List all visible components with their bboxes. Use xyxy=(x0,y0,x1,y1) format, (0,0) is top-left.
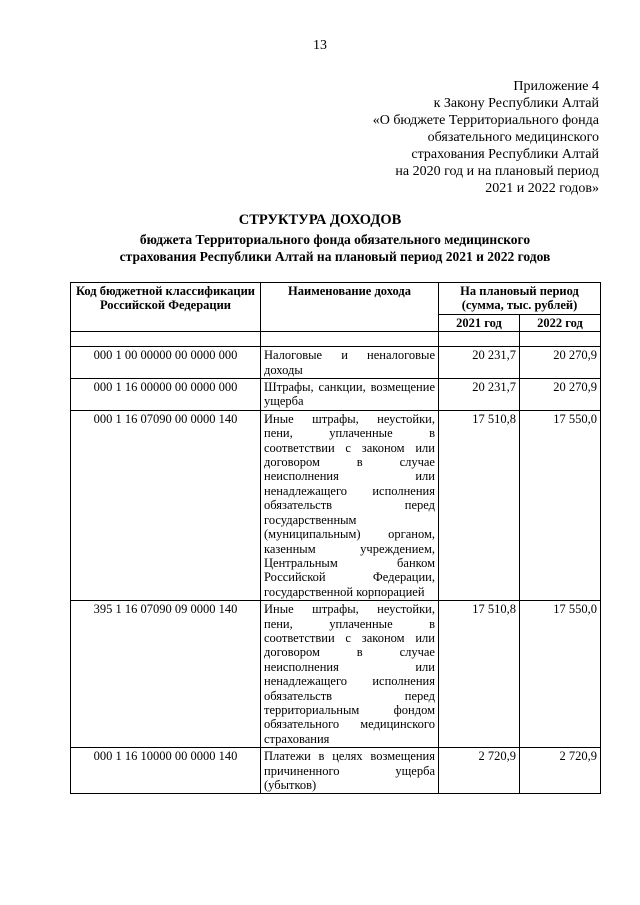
appendix-line: 2021 и 2022 годов» xyxy=(485,181,599,196)
document-title: СТРУКТУРА ДОХОДОВ xyxy=(238,212,402,228)
cell-name: Иные штрафы, неустойки, пени, уплаченные в соответствии с законом или договором в случае неисполнения или ненадлежащего исполнения обязательств перед государственным (муниципальным) органом, казенным учреждением, Центральным банком Российской Федерации, государственной корпорацией xyxy=(261,410,439,600)
appendix-line: на 2020 год и на плановый период xyxy=(395,164,599,179)
cell-name: Налоговые и неналоговые доходы xyxy=(261,347,439,379)
cell-name: Штрафы, санкции, возмещение ущерба xyxy=(261,379,439,411)
revenue-table xyxy=(70,282,601,794)
cell-code: 395 1 16 07090 09 0000 140 xyxy=(71,601,261,748)
header-code: Код бюджетной классификации Российской Федерации xyxy=(71,283,261,332)
cell-code: 000 1 00 00000 00 0000 000 xyxy=(71,347,261,379)
appendix-line: к Закону Республики Алтай xyxy=(433,96,599,111)
header-name: Наименование дохода xyxy=(261,283,439,332)
cell-2021: 20 231,7 xyxy=(439,347,520,379)
header-period: На плановый период (сумма, тыс. рублей) xyxy=(439,283,601,315)
cell-2021: 17 510,8 xyxy=(439,410,520,600)
table-row xyxy=(71,410,601,600)
document-subtitle xyxy=(60,232,610,265)
cell-name: Платежи в целях возмещения причиненного ущерба (убытков) xyxy=(261,748,439,794)
cell-2022: 20 270,9 xyxy=(520,379,601,411)
header-year-2021: 2021 год xyxy=(439,314,520,331)
table-row xyxy=(71,379,601,411)
header-year-2022: 2022 год xyxy=(520,314,601,331)
cell-2022: 17 550,0 xyxy=(520,601,601,748)
cell-2022: 20 270,9 xyxy=(520,347,601,379)
cell-2021: 2 720,9 xyxy=(439,748,520,794)
table-row xyxy=(71,347,601,379)
appendix-line: обязательного медицинского xyxy=(427,130,599,145)
appendix-line: страхования Республики Алтай xyxy=(411,147,599,162)
cell-name: Иные штрафы, неустойки, пени, уплаченные в соответствии с законом или договором в случае неисполнения или ненадлежащего исполнения обязательств перед территориальным фондом обязательного медицинского страхования xyxy=(261,601,439,748)
cell-2022: 2 720,9 xyxy=(520,748,601,794)
cell-code: 000 1 16 07090 00 0000 140 xyxy=(71,410,261,600)
cell-2021: 20 231,7 xyxy=(439,379,520,411)
cell-2022: 17 550,0 xyxy=(520,410,601,600)
page-number: 13 xyxy=(313,38,327,53)
cell-2021: 17 510,8 xyxy=(439,601,520,748)
appendix-reference xyxy=(373,78,599,197)
table-row xyxy=(71,601,601,748)
subtitle-line: бюджета Территориального фонда обязательного медицинского xyxy=(139,232,531,247)
cell-code: 000 1 16 10000 00 0000 140 xyxy=(71,748,261,794)
table-row xyxy=(71,748,601,794)
cell-code: 000 1 16 00000 00 0000 000 xyxy=(71,379,261,411)
appendix-line: «О бюджете Территориального фонда xyxy=(372,113,599,128)
appendix-line: Приложение 4 xyxy=(513,79,599,94)
subtitle-line: страхования Республики Алтай на плановый период 2021 и 2022 годов xyxy=(119,248,551,264)
spacer-row xyxy=(71,332,601,347)
